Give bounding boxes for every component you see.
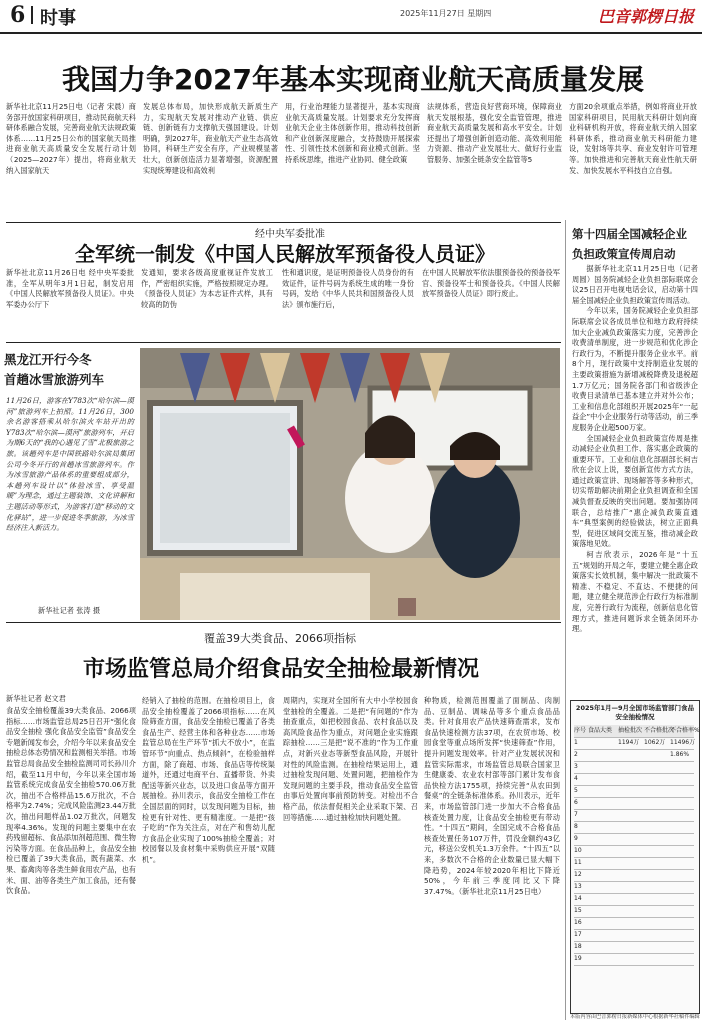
info-box-table bbox=[574, 725, 700, 975]
info-table-cell: 18 bbox=[574, 943, 582, 950]
info-table-cell: 4 bbox=[574, 775, 578, 782]
info-table-cell: 16 bbox=[574, 919, 582, 926]
info-table-cell: 9 bbox=[574, 835, 578, 842]
lead-column-4: 法规体系，营造良好营商环境，保障商业航天发展根基，强化安全监管管理，推进商业航天高质量发展和高水平安全。计划还提出了增强创新创造动能、高效利用能力资源、推动产业发展壮大、做好行业监管服务、加强全链条安全监管等5 bbox=[427, 102, 562, 164]
info-table-cell: 1 bbox=[574, 739, 578, 746]
platform-title-line-1: 第十四届全国减轻企业 bbox=[572, 227, 687, 241]
train-title-line-2: 首趟冰雪旅游列车 bbox=[4, 372, 105, 387]
info-table-cell: 1.86% bbox=[670, 751, 690, 758]
train-headline bbox=[4, 350, 136, 388]
info-table-cell: 11 bbox=[574, 859, 582, 866]
masthead-rule bbox=[0, 32, 702, 34]
platform-title-line-2: 负担政策宣传周启动 bbox=[572, 247, 676, 261]
military-kicker: 经中央军委批准 bbox=[255, 229, 325, 240]
info-table-cell: 1062万 bbox=[644, 739, 666, 746]
train-caption: 11月26日，游客在Y783次“哈尔滨—漠河”旅游列车上拍照。11月26日，300余名游客搭乘从哈尔滨火车站开出的Y783次“哈尔滨—漠河”旅游列车，开启为期6天的“我的心遇见了雪”北极旅游之旅。该趟列车是中国铁路哈尔滨局集团公司今冬开行的首趟冰雪旅游列车。作为冰雪旅游产品体系的重要组成部分，本趟列车设计以“体验冰雪、享受温暖”为理念，通过主题装饰、文化讲解和主题活动等形式，为游客打造“移动的文化驿站”，进一步促进冬季旅游，为冰雪经济注入新活力。 bbox=[6, 396, 134, 533]
military-rule bbox=[6, 342, 561, 343]
info-table-cell: 19 bbox=[574, 955, 582, 962]
lead-headline: 我国力争2027年基本实现商业航天高质量发展 bbox=[62, 63, 644, 96]
train-credit: 新华社记者 张涛 摄 bbox=[38, 606, 101, 615]
food-column-1: 食品安全抽检覆盖39大类食品、2066项指标……市场监管总局25日召开“强化食品安全抽检 强化食品安全监管”食品安全专题新闻发布会，介绍今年以来食品安全抽检总体态势情况和监测相关举措。市场监管总局食品安全抽检监测司司长孙川介绍，截至11月中旬，今年以来全国市场监管系统完成食品安全抽检570.06万批次，抽出不合格样品15.6万批次，不合格率为2.74%；完成风险监测23.44万批次，抽出问题样品1.02万批次，问题发现率4.36%。发现的问题主要集中在农药残留超标、食品添加剂超范围、微生物污染等方面。在食品品种上，食品安全抽检已覆盖了39大类食品，既有蔬菜、水果、畜禽肉等各类生鲜食用农产品，也有米、面、油等各类生产加工食品，还有餐饮食品。 bbox=[6, 706, 136, 896]
platform-paragraph: 柯吉欣表示，2026年是“十五五”规划的开局之年，要建立健全惠企政策落实长效机制，集中解决一批政策不精准、不稳定、不直达、不便捷的问题，建立健全规范涉企行政行为标准制度，完善行政行为流程，创新信息化管理方式，推进问题诉求全链条闭环办理。 bbox=[572, 550, 698, 634]
info-table-cell: 11496万 bbox=[670, 739, 696, 746]
lead-rule bbox=[6, 222, 561, 223]
right-column-rule bbox=[565, 220, 566, 1020]
info-table-cell: 13 bbox=[574, 883, 582, 890]
info-table-cell: 15 bbox=[574, 907, 582, 914]
military-column-4: 在中国人民解放军依法服预备役的预备役军官、预备役军士和预备役兵。《中国人民解放军预备役人员证》即行废止。 bbox=[422, 268, 560, 299]
info-table-cell: 不合格批次 bbox=[644, 727, 675, 734]
food-byline: 新华社记者 赵文君 bbox=[6, 694, 66, 703]
info-box-footer: 本版内容由巴音郭楞日报新媒体中心根据新华社稿件编辑 bbox=[570, 1014, 700, 1020]
section-name: 时事 bbox=[40, 8, 76, 29]
platform-paragraph: 据新华社北京11月25日电（记者 周圆）国务院减轻企业负担部际联席会议25日召开电视电话会议，启动第十四届全国减轻企业负担政策宣传周活动。 bbox=[572, 264, 698, 305]
info-box bbox=[570, 700, 700, 1014]
paper-name: 巴音郭楞日报 bbox=[598, 7, 695, 26]
page-number: 6 bbox=[10, 2, 26, 28]
platform-body bbox=[572, 264, 698, 696]
masthead bbox=[0, 0, 702, 30]
lead-column-1: 新华社北京11月25日电（记者 宋晨）商务部开放国家科研项目，推动民商航天科研体系融合发展，完善商业航天法规政策体系……11月25日公布的国家航天局推进商业航天高质量安全发展行动计划（2025—2027年）提出，将商业航天纳入国家航天 bbox=[6, 102, 136, 175]
info-table-cell: 抽检批次 bbox=[618, 727, 643, 734]
lead-column-5: 方面20余项重点举措，例如将商业开放国家科研项目，民用航天科研计划向商业科研机构开放，将商业航天纳入国家科研体系，推动商业航天科研能力建设，发射场等共享、商业发射许可管理等。加快推进和完善航天商业性航天研发、加快发展水平科技自立自强。 bbox=[569, 102, 697, 175]
food-column-2: 经销入了抽检的范围。在抽检项目上，食品安全抽检覆盖了2066项指标……在风险筛查方面，食品安全抽检已覆盖了各类食品生产、经营主体和各种业态……市场监管总局在生产环节“抓大不放小”，在监管环节“向重点、热点倾斜”，在检验抽样方面，除了商超、市场、食品店等传统渠道外，还通过电商平台、直播带货、外卖配送等新兴业态，以及进口食品等方面开展抽检。孙川表示，食品安全抽检工作在全国层面的同时，以发现问题为目标，抽检更有针对性、更有精准度。一是把“孩子吃的”作为关注点，对在产和售幼儿配方食品企业实现了100%抽检全覆盖；对校园餐以及食材集中采购供应开展“双随机”。 bbox=[142, 696, 275, 864]
info-table-cell: 序号 bbox=[574, 727, 587, 734]
military-headline: 全军统一制发《中国人民解放军预备役人员证》 bbox=[75, 242, 495, 266]
military-column-1: 新华社北京11月26日电 经中央军委批准，全军从明年3月1日起，制发启用《中国人民解放军预备役人员证》。中央军委办公厅下 bbox=[6, 268, 134, 309]
train-photo-illustration bbox=[140, 348, 560, 620]
info-table-cell: 6 bbox=[574, 799, 578, 806]
info-table-cell: 食品大类 bbox=[588, 727, 613, 734]
info-table-cell: 17 bbox=[574, 931, 582, 938]
military-column-2: 发通知，要求各级高度重视证件发放工作，严密组织实施，严格按照规定办理。《预备役人员证》为本志证件式样，具有较高的防伪 bbox=[141, 268, 273, 309]
train-title-line-1: 黑龙江开行今冬 bbox=[4, 352, 92, 367]
info-table-cell: 14 bbox=[574, 895, 582, 902]
info-table-cell: 不合格率% bbox=[670, 727, 700, 734]
info-box-title: 2025年1月—9月全国市场监管部门食品安全抽检情况 bbox=[575, 704, 695, 721]
date-line: 2025年11月27日 星期四 bbox=[400, 9, 492, 18]
info-table-cell: 5 bbox=[574, 787, 578, 794]
food-kicker: 覆盖39大类食品、2066项指标 bbox=[204, 632, 356, 645]
info-table-cell: 8 bbox=[574, 823, 578, 830]
info-table-cell: 12 bbox=[574, 871, 582, 878]
lead-column-2: 发展总体布局，加快形成航天新质生产力，实现航天发展对推动产业链、供应链、创新链有力支撑航天强国建设。计划明确，到2027年，商业航天产业生态高效协同，科研生产安全有序，产业规模显著壮大，创新创造活力显著增强，资源配置实现统筹建设和高效利 bbox=[143, 102, 278, 175]
info-table-cell: 3 bbox=[574, 763, 578, 770]
info-table-cell: 10 bbox=[574, 847, 582, 854]
food-column-4: 种物质，检测范围覆盖了面制品、肉制品、豆制品、调味品等多个重点食品品类。针对食用农产品快速筛查需求，发布食品快速检测方法37项，在农贸市场、校园食堂等重点场所发挥“快速筛查”作用，提升问题发现效率。针对产业发展状况和监管实际需求，市场监管总局联合国家卫生健康委、农业农村部等部门累计发布食品快检方法1755项，持续完善“从农田到餐桌”的全链条标准体系。孙川表示，近年来，市场监管部门进一步加大不合格食品核查处置力度，让食品安全抽检更有带动性。“十四五”期间，全国完成不合格食品核查处置任务107万件，罚没金额约43亿元，移送公安机关1.3万余件。“十四五”以来，多数次不合格的企业数量已显大幅下降趋势，2024年较2020年相比下降近50%，今年前三季度同比又下降37.47%。（新华社北京11月25日电） bbox=[424, 696, 560, 896]
food-headline: 市场监管总局介绍食品安全抽检最新情况 bbox=[82, 657, 479, 682]
platform-headline bbox=[572, 226, 700, 262]
info-table-cell: 1194万 bbox=[618, 739, 640, 746]
lead-column-3: 用，行业治理能力显著提升，基本实现商业航天高质量发展。计划要求充分发挥商业航天企业主体创新作用，推动科技创新和产业创新深度融合，支持鼓励开展探索性、引领性技术创新和商业模式创新。坚持系统思维，推进产业协同、健全政策 bbox=[285, 102, 420, 164]
platform-paragraph: 全国减轻企业负担政策宣传周是推动减轻企业负担工作、落实惠企政策的重要环节。工业和信息化部副部长柯吉欣在会议上说，要创新宣传方式方法，通过政策宣讲、现场解答等多种形式，切实帮助解决前期企业负担调查和全国减负督查反映的突出问题。要加强协同联合，总结推广“惠企减负政策直通车”典型案例的经验做法，树立正面典型，促进区域间交流互鉴，推动减企政策落地见效。 bbox=[572, 433, 698, 549]
info-table-cell: 7 bbox=[574, 811, 578, 818]
info-table-row bbox=[574, 953, 694, 966]
section-divider bbox=[31, 6, 33, 24]
train-photo bbox=[140, 348, 560, 620]
photo-rule bbox=[6, 622, 561, 623]
military-column-3: 性和通识度，是证明预备役人员身份的有效证件，证件号码为系统生成的唯一身份号码，发给《中华人民共和国预备役人员法》颁布施行后， bbox=[282, 268, 414, 309]
info-table-cell: 2 bbox=[574, 751, 578, 758]
platform-paragraph: 今年以来，国务院减轻企业负担部际联席会议各成员单位和地方政府持续加大企业减负政策落实力度，完善涉企收费清单制度，进一步规范和优化涉企行政行为，不断提升服务企业水平。前8个月，现行政策中支持制造业发展的主要政策措施为新增减税降费及退税超1.7万亿元；国务院各部门和省级涉企收费目录清单已基本建立并对外公布；工业和信息化部组织开展2025年“一起益企”中小企业服务行动等活动，前三季度服务企业超500万家。 bbox=[572, 306, 698, 432]
food-column-3: 周期内，实现对全国所有大中小学校园食堂抽检的全覆盖。二是把“有问题的”作为抽查重点，如把校园食品、农村食品以及高风险食品作为重点，对问题企业实施跟踪抽检……三是把“说不准的”作为工作重点，对新兴业态等新型食品风险，开展针对性的风险监测。在抽检结果运用上，通过抽检发现问题、处置问题，把抽检作为发现问题的主要手段，推动食品安全监管由事后处置向事前预防转变。对检出不合格产品，依法督促相关企业采取下架、召回等措施……通过抽检加快问题处置。 bbox=[283, 696, 418, 822]
